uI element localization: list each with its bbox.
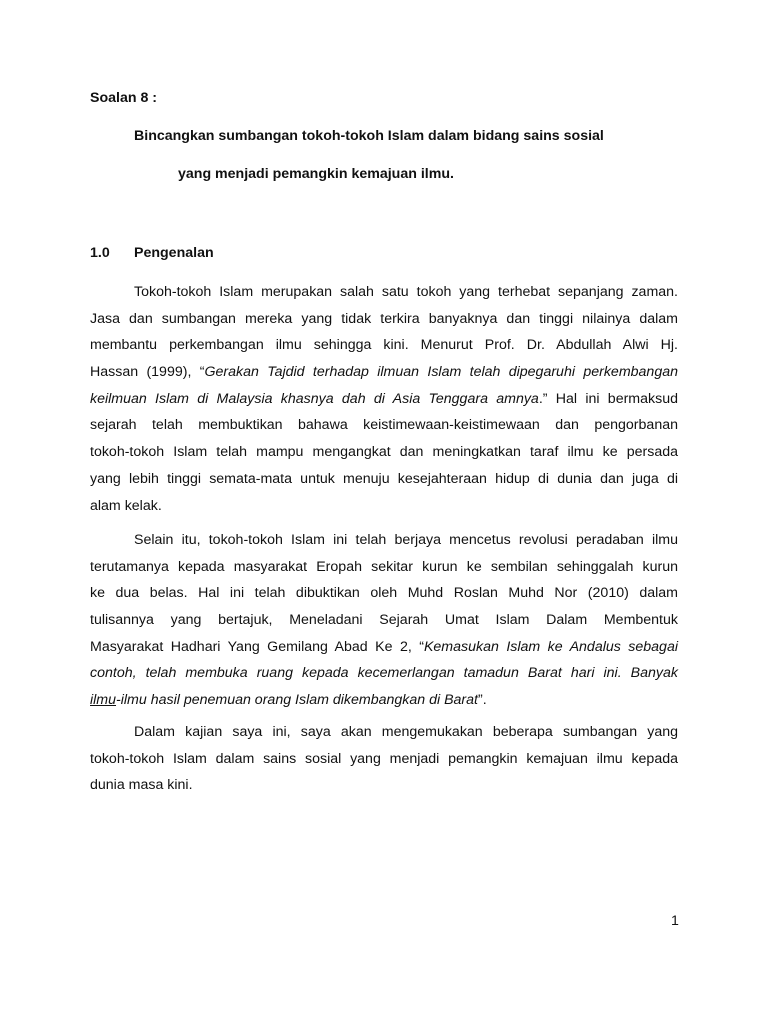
quoted-text: -ilmu hasil penemuan orang Islam dikembangkan di Barat bbox=[116, 692, 478, 709]
quoted-text: keilmuan Islam di Malaysia khasnya dah di Asia Tenggara amnya bbox=[90, 390, 539, 407]
paragraph-line: Tokoh-tokoh Islam merupakan salah satu tokoh yang terhebat sepanjang zaman. bbox=[134, 284, 678, 300]
paragraph-text: ”. bbox=[478, 692, 487, 709]
paragraph-line: tulisannya yang bertajuk, Meneladani Sejarah Umat Islam Dalam Membentuk bbox=[90, 612, 678, 629]
paragraph-line: Selain itu, tokoh-tokoh Islam ini telah berjaya mencetus revolusi peradaban ilmu bbox=[134, 532, 678, 548]
underlined-word: ilmu bbox=[90, 692, 117, 709]
paragraph-introduction-3 bbox=[90, 719, 678, 799]
paragraph-line: Jasa dan sumbangan mereka yang tidak terkira banyaknya dan tinggi nilainya dalam bbox=[90, 310, 678, 327]
paragraph-line: ke dua belas. Hal ini telah dibuktikan oleh Muhd Roslan Muhd Nor (2010) dalam bbox=[90, 585, 678, 602]
paragraph-introduction-2 bbox=[90, 527, 678, 714]
paragraph-line bbox=[90, 660, 678, 687]
paragraph-line: sejarah telah membuktikan bahawa keistimewaan-keistimewaan dan pengorbanan bbox=[90, 417, 678, 434]
paragraph-line: dunia masa kini. bbox=[90, 777, 193, 794]
quoted-text: Kemasukan Islam ke Andalus sebagai bbox=[423, 638, 678, 655]
paragraph-line: tokoh-tokoh Islam dalam sains sosial yang menjadi pemangkin kemajuan ilmu kepada bbox=[90, 750, 678, 767]
paragraph-introduction-1 bbox=[90, 279, 678, 519]
paragraph-line: Dalam kajian saya ini, saya akan mengemukakan beberapa sumbangan yang bbox=[134, 724, 678, 740]
citation-text: Hassan (1999), “ bbox=[90, 364, 205, 381]
section-title: Pengenalan bbox=[134, 245, 214, 261]
paragraph-line: terutamanya kepada masyarakat Eropah sekitar kurun ke sembilan sehinggalah kurun bbox=[90, 558, 678, 575]
paragraph-line: alam kelak. bbox=[90, 497, 162, 514]
paragraph-text: Masyarakat Hadhari Yang Gemilang Abad Ke 2, “ bbox=[90, 638, 424, 655]
paragraph-line: yang lebih tinggi semata-mata untuk menuju kesejahteraan hidup di dunia dan juga di bbox=[90, 470, 678, 487]
page-number: 1 bbox=[671, 913, 679, 929]
question-text-line-2: yang menjadi pemangkin kemajuan ilmu. bbox=[178, 166, 454, 182]
quoted-text: contoh, telah membuka ruang kepada kecemerlangan tamadun Barat hari ini. Banyak bbox=[90, 665, 678, 682]
question-text-line-1: Bincangkan sumbangan tokoh-tokoh Islam dalam bidang sains sosial bbox=[134, 128, 604, 144]
paragraph-text: .” Hal ini bermaksud bbox=[538, 390, 678, 407]
paragraph-line bbox=[90, 359, 678, 386]
section-number: 1.0 bbox=[90, 245, 110, 261]
paragraph-line bbox=[90, 386, 678, 413]
question-label: Soalan 8 : bbox=[90, 90, 158, 106]
quoted-text: Gerakan Tajdid terhadap ilmuan Islam telah dipegaruhi perkembangan bbox=[204, 364, 678, 381]
paragraph-line bbox=[90, 687, 678, 714]
paragraph-line: membantu perkembangan ilmu sehingga kini. Menurut Prof. Dr. Abdullah Alwi Hj. bbox=[90, 337, 678, 354]
paragraph-line: tokoh-tokoh Islam telah mampu mengangkat dan meningkatkan taraf ilmu ke persada bbox=[90, 444, 678, 461]
paragraph-line bbox=[90, 634, 678, 661]
